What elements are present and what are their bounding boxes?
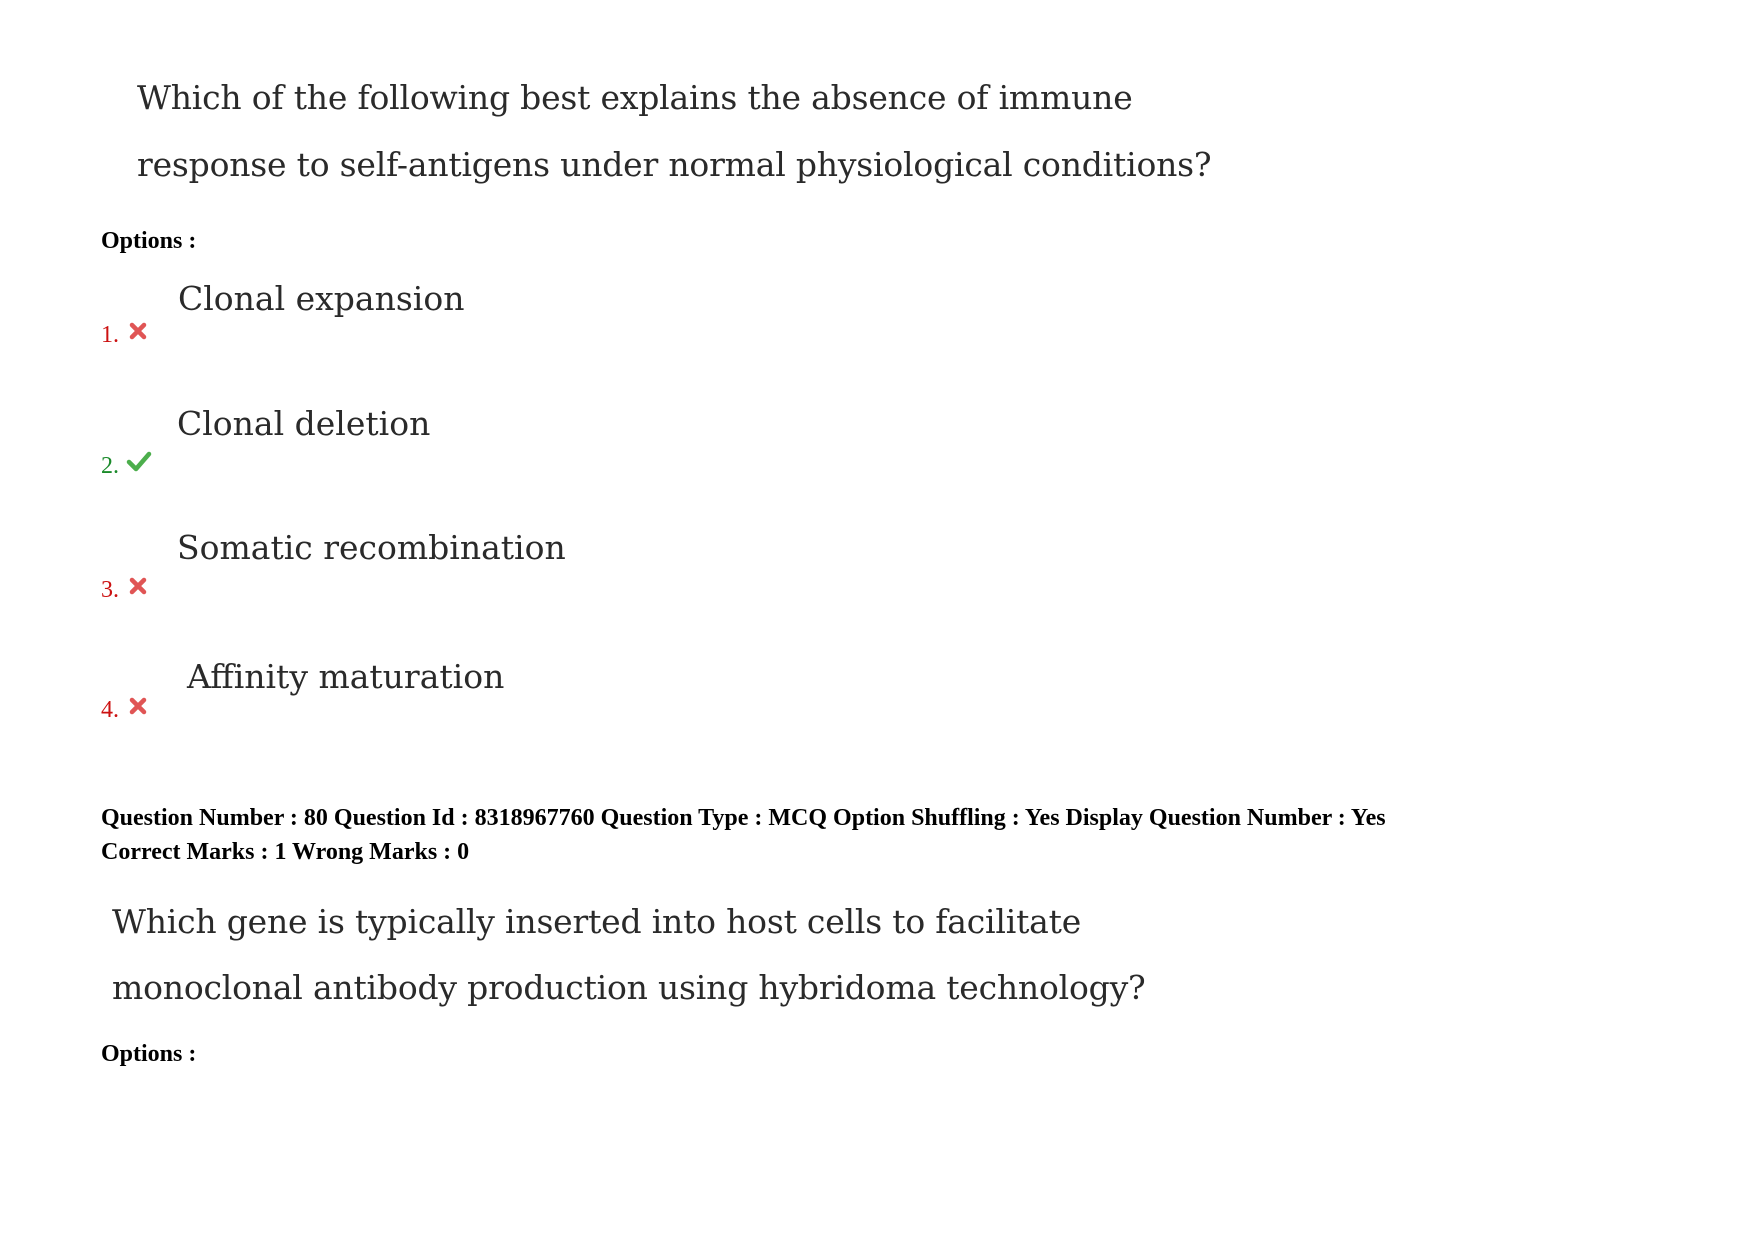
options-label: Options : bbox=[101, 1041, 197, 1067]
option-text: Clonal expansion bbox=[178, 279, 465, 318]
option-number: 3. bbox=[101, 577, 119, 603]
option-text: Somatic recombination bbox=[177, 528, 566, 567]
option-number: 2. bbox=[101, 453, 119, 479]
question-text-line-2: monoclonal antibody production using hybridoma technology? bbox=[112, 968, 1146, 1007]
question-text-line-2: response to self-antigens under normal physiological conditions? bbox=[137, 145, 1212, 184]
question-meta-line-2: Correct Marks : 1 Wrong Marks : 0 bbox=[101, 839, 470, 865]
options-label: Options : bbox=[101, 228, 197, 254]
cross-icon bbox=[127, 695, 149, 717]
question-text-line-1: Which of the following best explains the absence of immune bbox=[137, 78, 1133, 117]
question-text-line-1: Which gene is typically inserted into host cells to facilitate bbox=[112, 902, 1082, 941]
option-number: 1. bbox=[101, 322, 119, 348]
cross-icon bbox=[127, 575, 149, 597]
question-meta-line-1: Question Number : 80 Question Id : 8318967760 Question Type : MCQ Option Shuffling : Yes Display Question Number : Yes bbox=[101, 805, 1386, 831]
check-icon bbox=[126, 450, 152, 472]
cross-icon bbox=[127, 320, 149, 342]
option-text: Affinity maturation bbox=[187, 657, 505, 696]
option-number: 4. bbox=[101, 697, 119, 723]
option-text: Clonal deletion bbox=[177, 404, 431, 443]
